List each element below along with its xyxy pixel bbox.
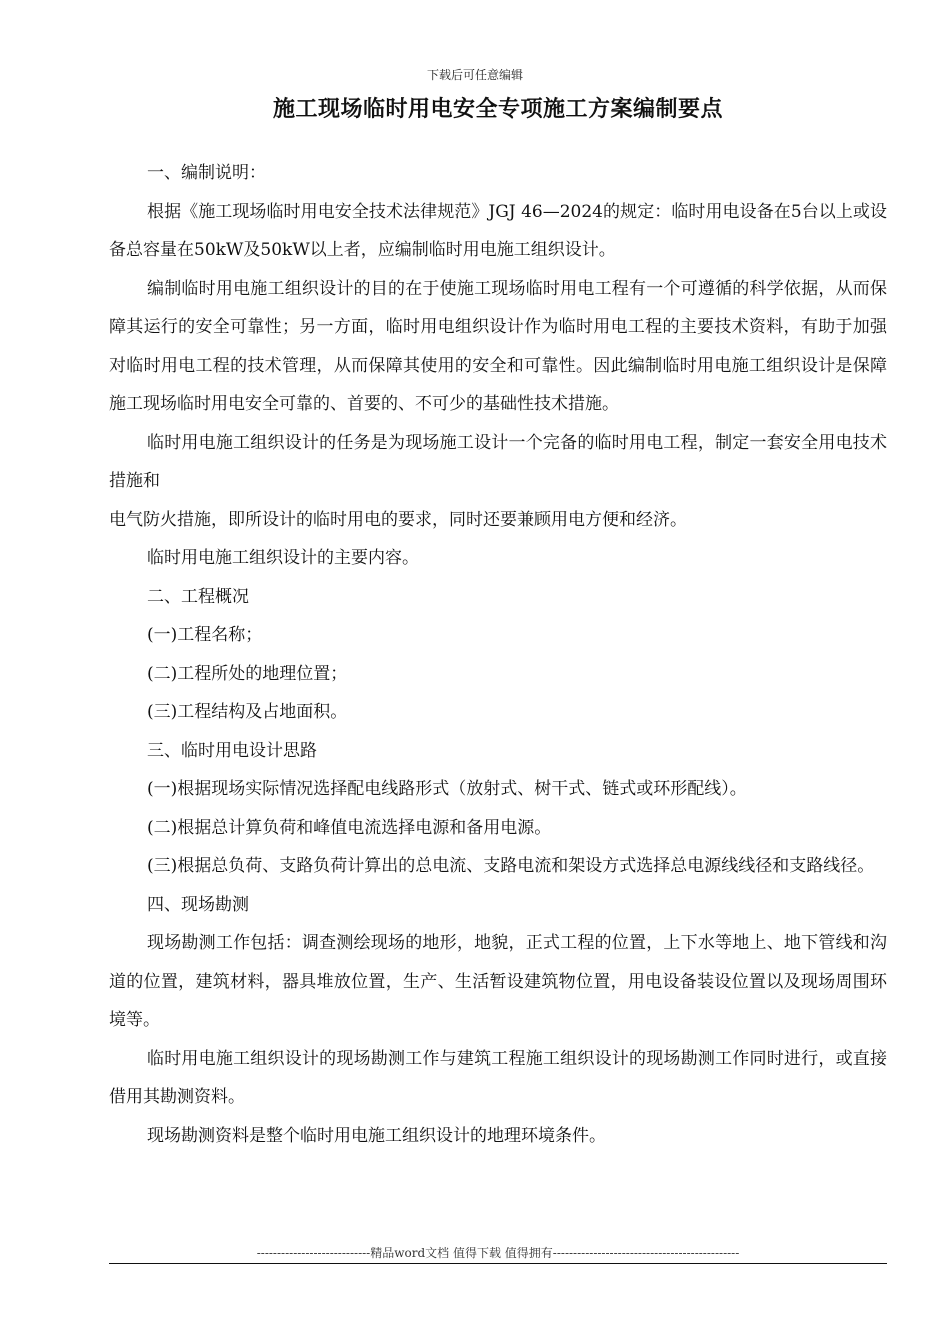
header-note: 下载后可任意编辑 — [426, 68, 523, 82]
list-item: (一)根据现场实际情况选择配电线路形式（放射式、树干式、链式或环形配线）。 — [147, 779, 747, 799]
section-heading: 四、现场勘测 — [147, 894, 249, 915]
paragraph: 临时用电施工组织设计的任务是为现场施工设计一个完备的临时用电工程，制定一套安全用电技术措施和 — [109, 432, 887, 491]
footer-note: ----------------------------精品word文档 值得下载 值得拥有---------------------------------------------- — [256, 1246, 740, 1260]
list-item: (三)根据总负荷、支路负荷计算出的总电流、支路电流和架设方式选择总电源线线径和支路线径。 — [147, 856, 875, 876]
paragraph: 现场勘测资料是整个临时用电施工组织设计的地理环境条件。 — [147, 1125, 606, 1146]
section-heading: 一、编制说明： — [147, 163, 266, 183]
paragraph: 现场勘测工作包括：调查测绘现场的地形，地貌，正式工程的位置，上下水等地上、地下管线和沟道的位置，建筑材料，器具堆放位置，生产、生活暂设建筑物位置，用电设备装设位置以及现场周围环境等。 — [109, 933, 887, 1030]
paragraph: 编制临时用电施工组织设计的目的在于使施工现场临时用电工程有一个可遵循的科学依据，从而保障其运行的安全可靠性；另一方面，临时用电组织设计作为临时用电工程的主要技术资料，有助于加强对临时用电工程的技术管理，从而保障其使用的安全和可靠性。因此编制临时用电施工组织设计是保障施工现场临时用电安全可靠的、首要的、不可少的基础性技术措施。 — [109, 278, 887, 414]
section-heading: 三、临时用电设计思路 — [147, 740, 317, 761]
paragraph: 临时用电施工组织设计的主要内容。 — [147, 548, 419, 568]
list-item: (二)工程所处的地理位置； — [147, 663, 348, 684]
footer-divider — [109, 1263, 887, 1264]
paragraph: 根据《施工现场临时用电安全技术法律规范》JGJ 46—2024的规定：临时用电设备在5台以上或设备总容量在50kW及50kW以上者，应编制临时用电施工组织设计。 — [109, 201, 887, 260]
list-item: (二)根据总计算负荷和峰值电流选择电源和备用电源。 — [147, 817, 552, 838]
document-title: 施工现场临时用电安全专项施工方案编制要点 — [272, 97, 723, 122]
paragraph: 电气防火措施，即所设计的临时用电的要求，同时还要兼顾用电方便和经济。 — [109, 509, 687, 530]
list-item: (一)工程名称； — [147, 625, 263, 645]
section-heading: 二、工程概况 — [147, 586, 249, 607]
list-item: (三)工程结构及占地面积。 — [147, 702, 348, 722]
document-body — [109, 154, 887, 1155]
paragraph: 临时用电施工组织设计的现场勘测工作与建筑工程施工组织设计的现场勘测工作同时进行，或直接借用其勘测资料。 — [109, 1048, 887, 1107]
